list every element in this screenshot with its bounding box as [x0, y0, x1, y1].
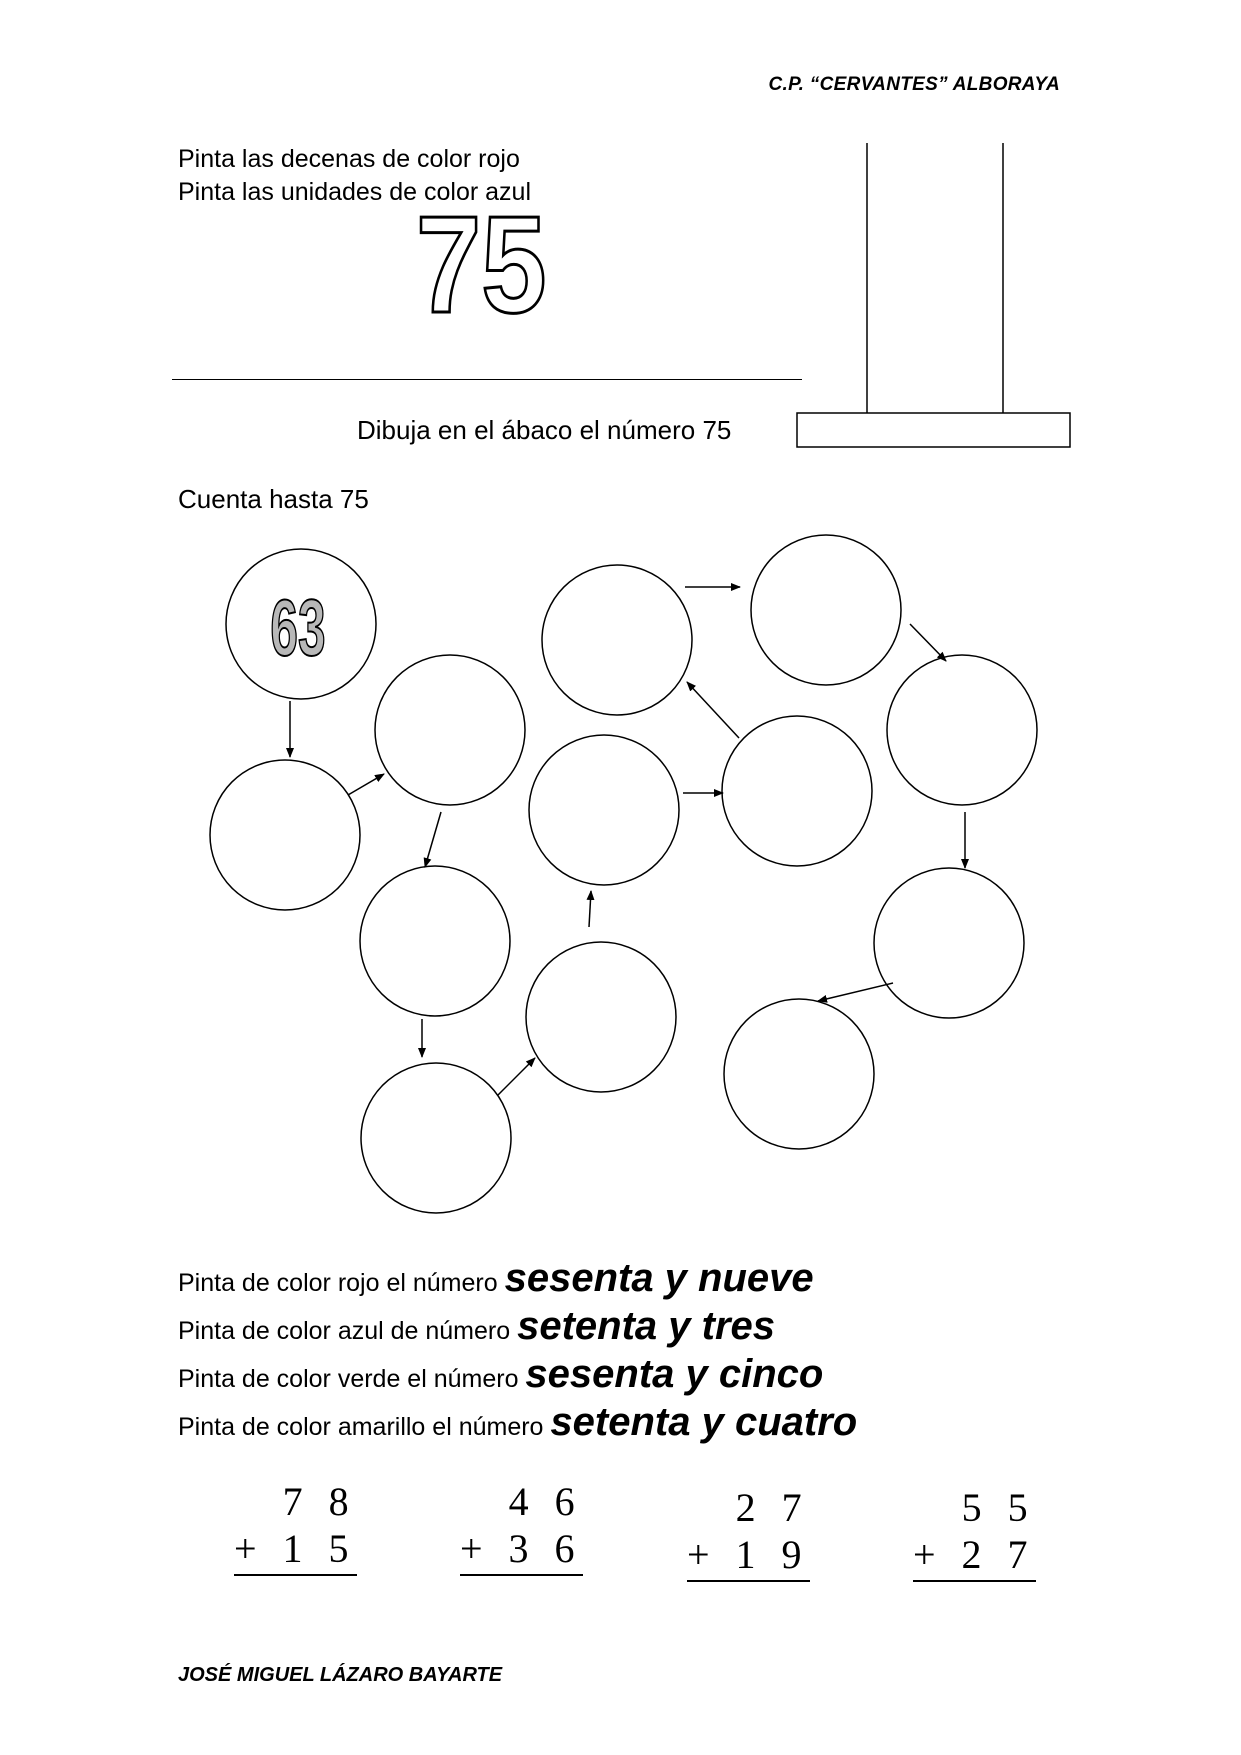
addend-bottom: + 3 6 — [460, 1525, 583, 1576]
abacus-instruction: Dibuja en el ábaco el número 75 — [357, 415, 732, 445]
number-word-green: sesenta y cinco — [525, 1352, 824, 1396]
svg-text:75: 75 — [416, 200, 547, 325]
count-circle — [375, 655, 525, 805]
addition-problem — [460, 1478, 583, 1576]
count-circle — [361, 1063, 511, 1213]
color-instruction-blue: Pinta de color azul de número setenta y tres — [178, 1304, 776, 1348]
addend-bottom: + 2 7 — [913, 1531, 1036, 1582]
addition-problem — [687, 1484, 810, 1582]
arrow — [687, 682, 739, 738]
arrow — [425, 812, 441, 867]
number-word-yellow: setenta y cuatro — [550, 1400, 858, 1444]
addition-problem — [234, 1478, 357, 1576]
addend-bottom: + 1 9 — [687, 1531, 810, 1582]
color-instruction-yellow: Pinta de color amarillo el número setenta y cuatro — [178, 1400, 858, 1444]
arrow — [348, 774, 384, 795]
count-circle — [210, 760, 360, 910]
arrow — [498, 1058, 535, 1095]
number-word-blue: setenta y tres — [517, 1304, 776, 1348]
color-instruction-red: Pinta de color rojo el número sesenta y nueve — [178, 1256, 814, 1300]
arrow — [589, 891, 591, 927]
count-circle — [526, 942, 676, 1092]
start-number: 63 — [270, 584, 326, 674]
author-footer: JOSÉ MIGUEL LÁZARO BAYARTE — [178, 1664, 503, 1686]
color-instruction-green: Pinta de color verde el número sesenta y cinco — [178, 1352, 824, 1396]
addend-top: 5 5 — [961, 1485, 1036, 1530]
count-circle — [887, 655, 1037, 805]
count-circle — [360, 866, 510, 1016]
number-word-red: sesenta y nueve — [504, 1256, 814, 1300]
school-header: C.P. “CERVANTES” ALBORAYA — [768, 74, 1060, 95]
instruction-tens: Pinta las decenas de color rojo — [178, 145, 520, 173]
arrow — [910, 624, 946, 661]
addition-problem — [913, 1484, 1036, 1582]
addend-top: 2 7 — [735, 1485, 810, 1530]
addend-top: 4 6 — [508, 1479, 583, 1524]
count-circle — [542, 565, 692, 715]
arrow — [818, 983, 893, 1001]
count-circle — [722, 716, 872, 866]
instruction-units: Pinta las unidades de color azul — [178, 178, 532, 206]
count-circle — [529, 735, 679, 885]
addend-bottom: + 1 5 — [234, 1525, 357, 1576]
count-circle — [751, 535, 901, 685]
count-instruction: Cuenta hasta 75 — [178, 484, 369, 514]
count-circle — [874, 868, 1024, 1018]
count-circle — [724, 999, 874, 1149]
addend-top: 7 8 — [282, 1479, 357, 1524]
